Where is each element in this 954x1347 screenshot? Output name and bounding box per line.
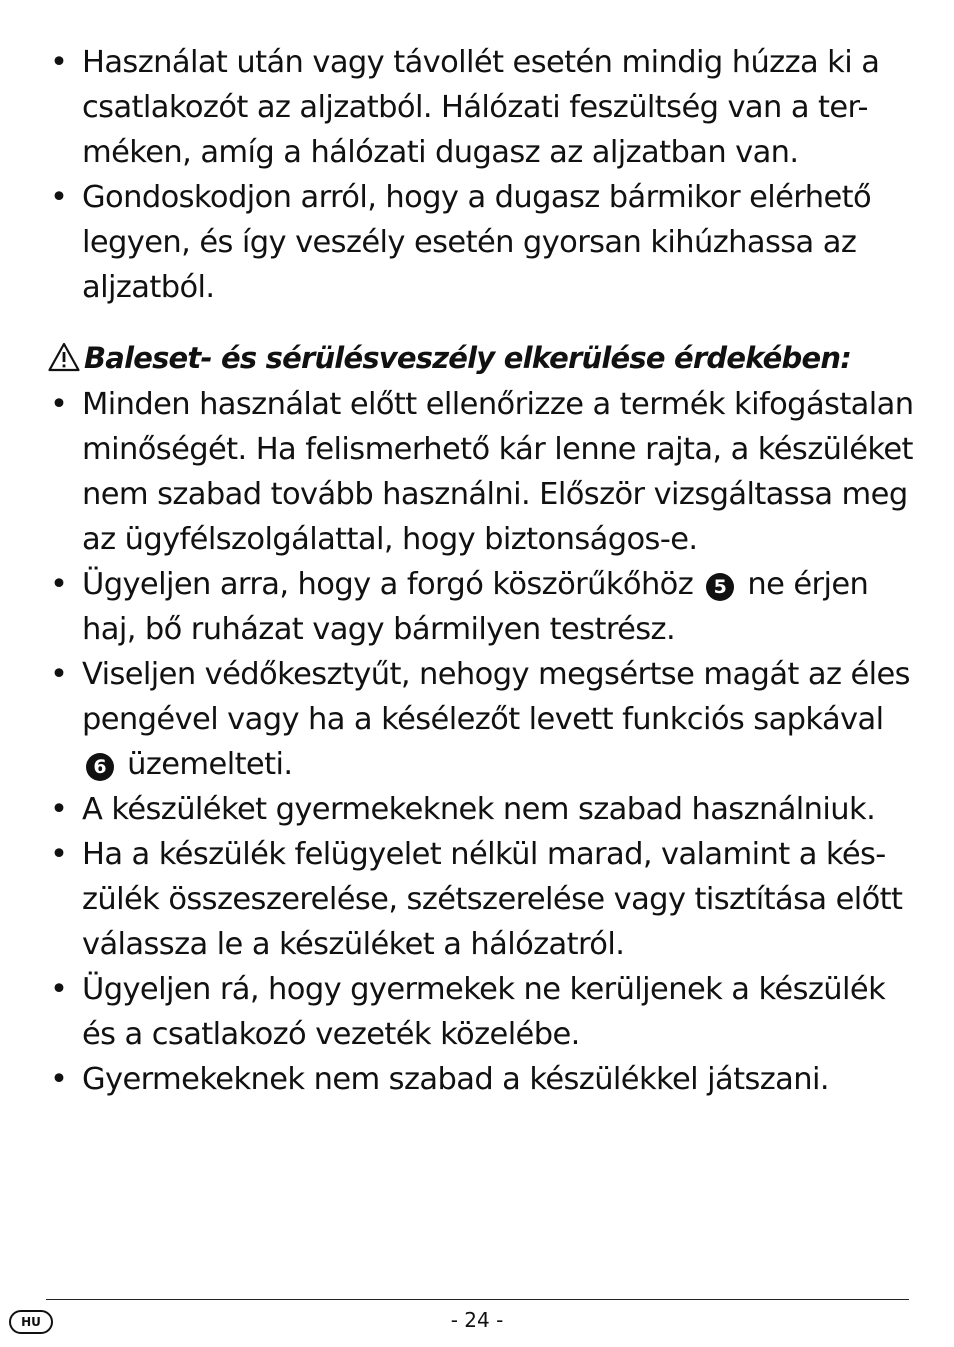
page-number: - 24 - xyxy=(450,1308,504,1332)
reference-number-5: 5 xyxy=(706,573,734,601)
section-heading-text: Baleset- és sérülésveszély elkerülése érdekében: xyxy=(84,341,852,375)
power-safety-list xyxy=(48,40,918,310)
injury-warning-heading xyxy=(48,336,851,385)
list-item-text: üzemelteti. xyxy=(127,747,293,782)
bullet: • xyxy=(50,1062,68,1097)
list-item-text: Ha a készülék felügyelet nélkül marad, valamint a kés-zülék összeszerelése, szétszerelése vagy tisztítása előtt válassza le a készüléket a hálózatról. xyxy=(82,837,903,962)
reference-number-6: 6 xyxy=(86,753,114,781)
bullet: • xyxy=(50,972,68,1007)
bullet: • xyxy=(50,657,68,692)
list-item-text: Gyermekeknek nem szabad a készülékkel játszani. xyxy=(82,1062,829,1097)
bullet: • xyxy=(50,387,68,422)
list-item xyxy=(48,562,918,652)
list-item xyxy=(48,1057,918,1102)
list-item xyxy=(48,652,918,787)
list-item xyxy=(48,175,918,310)
list-item-text: Gondoskodjon arról, hogy a dugasz bármikor elérhető legyen, és így veszély esetén gyorsan kihúzhassa az aljzatból. xyxy=(82,180,872,305)
warning-triangle-icon xyxy=(48,340,80,385)
list-item xyxy=(48,40,918,175)
list-item xyxy=(48,967,918,1057)
injury-safety-list xyxy=(48,382,918,1102)
list-item-text: Minden használat előtt ellenőrizze a termék kifogástalan minőségét. Ha felismerhető kár lenne rajta, a készüléket nem szabad tovább használni. Először vizsgáltassa meg az ügyfélszolgálattal, hogy biztonságos-e. xyxy=(82,387,914,557)
bullet: • xyxy=(50,567,68,602)
bullet: • xyxy=(50,837,68,872)
list-item xyxy=(48,382,918,562)
list-item-text: Viseljen védőkesztyűt, nehogy megsértse magát az éles pengével vagy ha a késélezőt levett funkciós sapkával xyxy=(82,657,910,737)
list-item-text: Ügyeljen rá, hogy gyermekek ne kerüljenek a készülék és a csatlakozó vezeték közelébe. xyxy=(82,972,886,1052)
list-item xyxy=(48,832,918,967)
list-item-text: ne érjen haj, bő ruházat vagy bármilyen testrész. xyxy=(82,567,869,647)
list-item-text: Használat után vagy távollét esetén mindig húzza ki a csatlakozót az aljzatból. Hálózati feszültség van a ter-méken, amíg a hálózati dugasz az aljzatban van. xyxy=(82,45,880,170)
bullet: • xyxy=(50,792,68,827)
bullet: • xyxy=(50,45,68,80)
list-item xyxy=(48,787,918,832)
list-item-text: Ügyeljen arra, hogy a forgó köszörűkőhöz xyxy=(82,567,694,602)
bullet: • xyxy=(50,180,68,215)
language-badge: HU xyxy=(9,1310,53,1334)
footer-divider xyxy=(46,1299,909,1300)
list-item-text: A készüléket gyermekeknek nem szabad használniuk. xyxy=(82,792,876,827)
